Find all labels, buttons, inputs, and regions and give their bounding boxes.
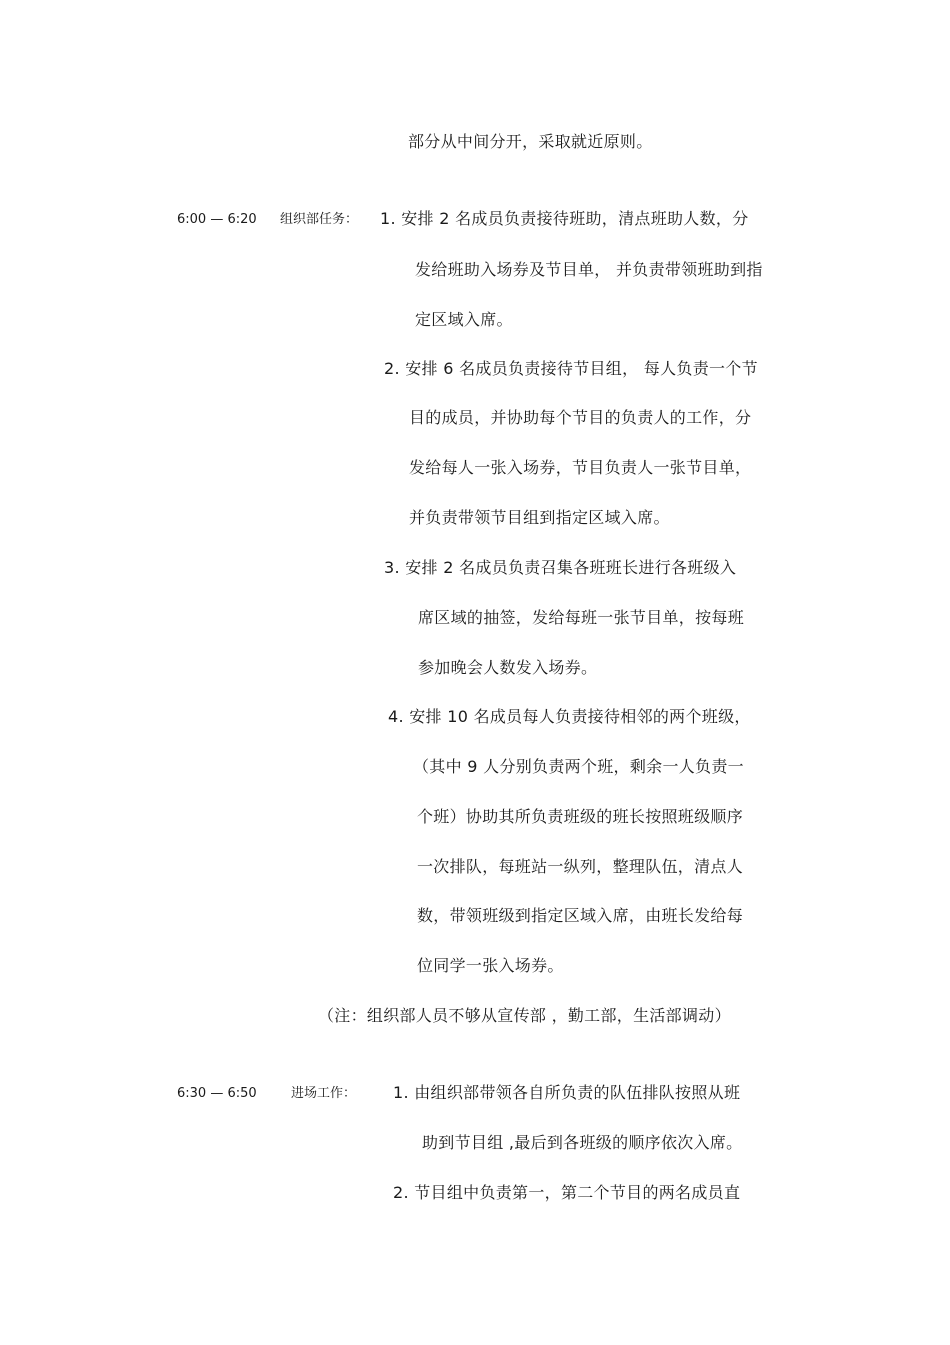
- section-1-line-15: 数，带领班级到指定区域入席，由班长发给每: [417, 906, 744, 925]
- section-1-line-16: 位同学一张入场券。: [417, 956, 564, 975]
- section-2-line-1: 1. 由组织部带领各自所负责的队伍排队按照从班: [393, 1083, 741, 1102]
- intro-line: 部分从中间分开，采取就近原则。: [408, 132, 653, 151]
- section-1-line-2: 发给班助入场券及节目单， 并负责带领班助到指: [415, 260, 763, 279]
- section-1-label: 组织部任务：: [280, 212, 359, 227]
- section-1-line-14: 一次排队，每班站一纵列，整理队伍，清点人: [417, 857, 744, 876]
- section-1-line-9: 席区域的抽签，发给每班一张节目单，按每班: [418, 608, 745, 627]
- section-1-line-11: 4. 安排 10 名成员每人负责接待相邻的两个班级，: [388, 707, 751, 726]
- section-2-time: 6:30 — 6:50: [177, 1086, 257, 1101]
- section-2-line-2: 助到节目组 ,最后到各班级的顺序依次入席。: [422, 1133, 743, 1152]
- section-1-line-5: 目的成员，并协助每个节目的负责人的工作，分: [409, 408, 752, 427]
- section-1-line-4: 2. 安排 6 名成员负责接待节目组， 每人负责一个节: [384, 359, 758, 378]
- section-1-line-7: 并负责带领节目组到指定区域入席。: [409, 508, 670, 527]
- section-1-line-8: 3. 安排 2 名成员负责召集各班班长进行各班级入: [384, 558, 737, 577]
- section-1-line-6: 发给每人一张入场券，节目负责人一张节目单，: [409, 458, 752, 477]
- section-1-time: 6:00 — 6:20: [177, 212, 257, 227]
- section-1-line-10: 参加晚会人数发入场券。: [418, 658, 598, 677]
- section-1-line-13: 个班）协助其所负责班级的班长按照班级顺序: [417, 807, 744, 826]
- section-1-note: （注：组织部人员不够从宣传部 ，勤工部，生活部调动）: [318, 1006, 731, 1025]
- section-2-label: 进场工作：: [291, 1086, 357, 1101]
- section-1-line-1: 1. 安排 2 名成员负责接待班助，清点班助人数，分: [380, 209, 749, 228]
- section-1-line-3: 定区域入席。: [415, 310, 513, 329]
- section-2-line-3: 2. 节目组中负责第一，第二个节目的两名成员直: [393, 1183, 741, 1202]
- section-1-line-12: （其中 9 人分别负责两个班，剩余一人负责一: [413, 757, 744, 776]
